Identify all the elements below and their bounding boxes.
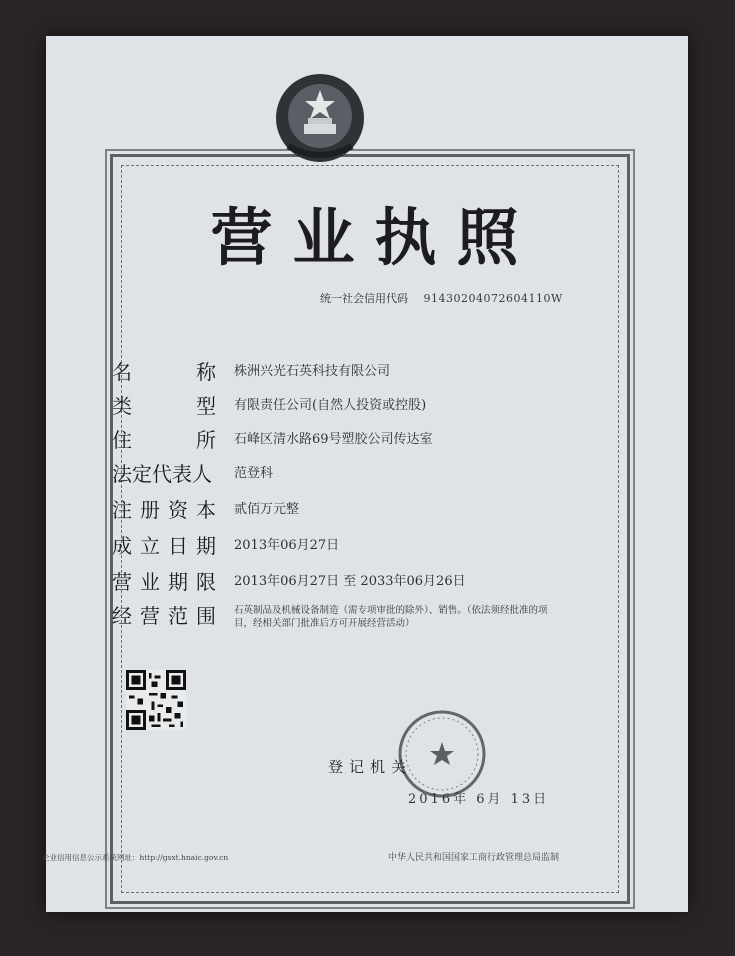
document-title: 营业执照 bbox=[210, 201, 539, 274]
national-emblem-icon bbox=[268, 68, 372, 168]
issue-date: 2016年 6月 13日 bbox=[408, 792, 550, 807]
footer-supervisor: 中华人民共和国国家工商行政管理总局监制 bbox=[388, 853, 560, 863]
legal-rep-label: 法定代表人 bbox=[112, 462, 212, 486]
official-seal-icon bbox=[396, 708, 488, 800]
scope-value: 石英制品及机械设备制造（需专项审批的除外）、销售。（依法须经批准的项目，经相关部门批准后方可开展经营活动） bbox=[234, 605, 548, 629]
qr-code-icon bbox=[126, 670, 186, 730]
registration-authority: 登记机关 bbox=[328, 758, 413, 776]
credit-code-label: 统一社会信用代码 bbox=[320, 292, 408, 305]
footer-website: 企业信用信息公示系统网址：http://gsxt.hnaic.gov.cn bbox=[42, 853, 229, 862]
company-type: 有限责任公司(自然人投资或控股) bbox=[234, 398, 427, 413]
founded-value: 2013年06月27日 bbox=[234, 538, 340, 553]
legal-rep-value: 范登科 bbox=[234, 466, 274, 481]
credit-code-value: 91430204072604110W bbox=[423, 292, 563, 305]
credit-code-line bbox=[320, 290, 563, 306]
capital-value: 贰佰万元整 bbox=[234, 502, 300, 517]
company-address: 石峰区清水路69号塑胶公司传达室 bbox=[234, 432, 433, 447]
term-value: 2013年06月27日 至 2033年06月26日 bbox=[234, 574, 466, 589]
company-name: 株洲兴光石英科技有限公司 bbox=[234, 364, 391, 379]
